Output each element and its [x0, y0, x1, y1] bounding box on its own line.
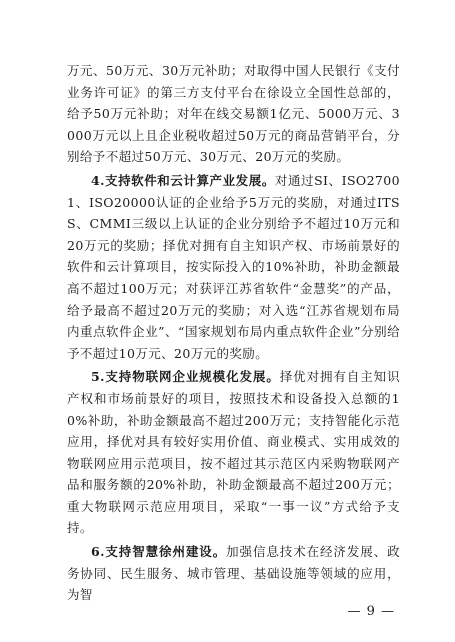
paragraph-text: 对通过SI、ISO27001、ISO20000认证的企业给予5万元的奖励，对通过ITSS、CMMI三级以上认证的企业分别给予不超过10万元和20万元的奖励；择优对拥有自主知识产权、市场前景好的软件和云计算项目，按实际投入的10%补助，补助金额最高不超过100万元；对获评江苏省软件“金慧奖”的产品，给予最高不超过20万元的奖励；对入选“江苏省规划布局内重点软件企业”、“国家规划布局内重点软件企业”分别给予不超过10万元、20万元的奖励。: [67, 172, 400, 361]
paragraph-heading: 5.支持物联网企业规模化发展。: [91, 369, 280, 385]
paragraph-text: 万元、50万元、30万元补助；对取得中国人民银行《支付业务许可证》的第三方支付平台在徐设立全国性总部的，给予50万元补助；对年在线交易额1亿元、5000万元、3000万元以上且企业税收超过50万元的商品营销平台，分别给予不超过50万元、30万元、20万元的奖励。: [67, 63, 400, 165]
paragraph-heading: 6.支持智慧徐州建设。: [91, 544, 227, 560]
paragraph-text: 择优对拥有自主知识产权和市场前景好的项目，按照技术和设备投入总额的10%补助，补助金额最高不超过200万元；支持智能化示范应用，择优对具有较好实用价值、商业模式、实用成效的物联网应用示范项目，按不超过其示范区内采购物联网产品和服务额的20%补助，补助金额最高不超过200万元；重大物联网示范应用项目，采取“一事一议”方式给予支持。: [67, 369, 400, 536]
body-text: [67, 60, 400, 606]
paragraph-text: 加强信息技术在经济发展、政务协同、民生服务、城市管理、基础设施等领域的应用，为智: [67, 544, 400, 603]
paragraph-software-cloud: [67, 170, 400, 364]
page-number: — 9 —: [347, 604, 395, 619]
paragraph-smart-xuzhou: [67, 541, 400, 606]
paragraph-continuation: [67, 60, 400, 168]
paragraph-iot: [67, 366, 400, 539]
paragraph-heading: 4.支持软件和云计算产业发展。: [91, 172, 275, 188]
